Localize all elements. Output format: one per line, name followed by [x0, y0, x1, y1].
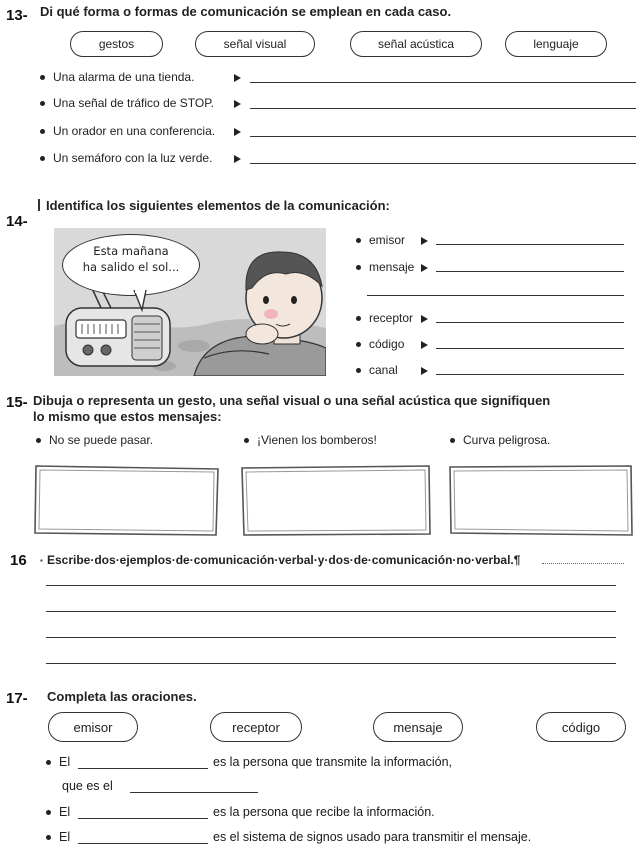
- option-senal-visual: señal visual: [195, 31, 315, 57]
- answer-line[interactable]: [46, 663, 616, 664]
- option-receptor: receptor: [210, 712, 302, 742]
- q14-item-canal: [356, 363, 398, 377]
- q14-item-mensaje-text: mensaje: [369, 260, 415, 274]
- q13-item-3-text: Un orador en una conferencia.: [53, 124, 216, 138]
- q17-sentence-1: [46, 755, 70, 769]
- answer-line[interactable]: [46, 585, 616, 586]
- question-13-number: 13-: [6, 7, 28, 24]
- q17-s2-suffix: es la persona que recibe la información.: [213, 805, 435, 819]
- q13-item-1: [40, 70, 194, 84]
- drawing-box-1[interactable]: [32, 463, 222, 538]
- answer-blank[interactable]: [78, 768, 208, 769]
- option-lenguaje: lenguaje: [505, 31, 607, 57]
- q17-s1-prefix: El: [59, 755, 71, 769]
- q17-sentence-3: [46, 830, 70, 844]
- q17-s3-suffix: es el sistema de signos usado para transmitir el mensaje.: [213, 830, 532, 844]
- answer-blank[interactable]: [130, 792, 258, 793]
- arrow-icon: [421, 315, 428, 323]
- question-17-title: Completa las oraciones.: [47, 689, 197, 704]
- question-16-title: Escribe·dos·ejemplos·de·comunicación·verbal·y·dos·de·comunicación·no·verbal.¶: [47, 553, 521, 567]
- answer-line[interactable]: [250, 108, 636, 109]
- q17-s3-prefix: El: [59, 830, 71, 844]
- q15-item-2-text: ¡Vienen los bomberos!: [257, 433, 377, 447]
- speech-text: [74, 243, 188, 275]
- q15-item-1-text: No se puede pasar.: [49, 433, 154, 447]
- communication-illustration: [54, 228, 326, 376]
- arrow-icon: [234, 100, 241, 108]
- q15-item-3-text: Curva peligrosa.: [463, 433, 551, 447]
- q13-item-2-text: Una señal de tráfico de STOP.: [53, 96, 214, 110]
- drawing-frame: [32, 463, 222, 538]
- speech-bubble-tail: [132, 290, 152, 312]
- arrow-icon: [234, 74, 241, 82]
- speech-line-2: ha salido el sol...: [82, 260, 180, 274]
- arrow-icon: [421, 341, 428, 349]
- q17-s1-suffix: es la persona que transmite la información,: [213, 755, 453, 769]
- option-gestos: gestos: [70, 31, 163, 57]
- question-15-number: 15-: [6, 394, 28, 411]
- q13-item-1-text: Una alarma de una tienda.: [53, 70, 195, 84]
- question-14-number: 14-: [6, 213, 28, 230]
- q15-item-2: [244, 433, 377, 447]
- answer-blank[interactable]: [78, 843, 208, 844]
- question-14-title: Identifica los siguientes elementos de la comunicación:: [46, 198, 390, 213]
- answer-line[interactable]: [436, 271, 624, 272]
- q14-item-codigo: [356, 337, 404, 351]
- speech-line-1: Esta mañana: [93, 244, 169, 258]
- option-emisor: emisor: [48, 712, 138, 742]
- q13-item-4-text: Un semáforo con la luz verde.: [53, 151, 213, 165]
- q15-item-1: [36, 433, 153, 447]
- question-17-number: 17-: [6, 690, 28, 707]
- option-mensaje: mensaje: [373, 712, 463, 742]
- drawing-frame: [239, 463, 433, 538]
- q13-item-4: [40, 151, 212, 165]
- q17-s1-continuation: que es el: [62, 779, 113, 793]
- q13-item-2: [40, 96, 214, 110]
- q17-s2-prefix: El: [59, 805, 71, 819]
- answer-line[interactable]: [46, 611, 616, 612]
- q17-sentence-2: [46, 805, 70, 819]
- question-15-title-line-2: lo mismo que estos mensajes:: [33, 409, 222, 424]
- q14-item-codigo-text: código: [369, 337, 405, 351]
- drawing-box-2[interactable]: [239, 463, 433, 538]
- answer-line[interactable]: [436, 348, 624, 349]
- q14-item-receptor-text: receptor: [369, 311, 414, 325]
- q14-item-emisor: [356, 233, 405, 247]
- drawing-box-3[interactable]: [447, 463, 635, 538]
- answer-line[interactable]: [436, 374, 624, 375]
- arrow-icon: [421, 367, 428, 375]
- option-codigo: código: [536, 712, 626, 742]
- answer-line[interactable]: [250, 163, 636, 164]
- q15-item-3: [450, 433, 550, 447]
- answer-line[interactable]: [46, 637, 616, 638]
- answer-line[interactable]: [250, 82, 636, 83]
- answer-blank[interactable]: [78, 818, 208, 819]
- arrow-icon: [234, 128, 241, 136]
- option-senal-acustica: señal acústica: [350, 31, 482, 57]
- question-16-number: 16: [10, 552, 27, 569]
- question-15-title-line-1: Dibuja o representa un gesto, una señal visual o una señal acústica que signifiquen: [33, 393, 551, 408]
- q14-item-canal-text: canal: [369, 363, 398, 377]
- q14-item-mensaje: [356, 260, 414, 274]
- arrow-icon: [421, 237, 428, 245]
- answer-line[interactable]: [436, 322, 624, 323]
- arrow-icon: [234, 155, 241, 163]
- tab-leader: [542, 563, 624, 564]
- q14-item-receptor: [356, 311, 413, 325]
- anchor-icon: ▪: [40, 556, 43, 565]
- q14-item-emisor-text: emisor: [369, 233, 406, 247]
- drawing-frame: [447, 463, 635, 538]
- answer-line[interactable]: [367, 295, 624, 296]
- text-cursor: [38, 199, 40, 211]
- q13-item-3: [40, 124, 215, 138]
- question-13-title: Di qué forma o formas de comunicación se emplean en cada caso.: [40, 4, 452, 19]
- answer-line[interactable]: [250, 136, 636, 137]
- answer-line[interactable]: [436, 244, 624, 245]
- arrow-icon: [421, 264, 428, 272]
